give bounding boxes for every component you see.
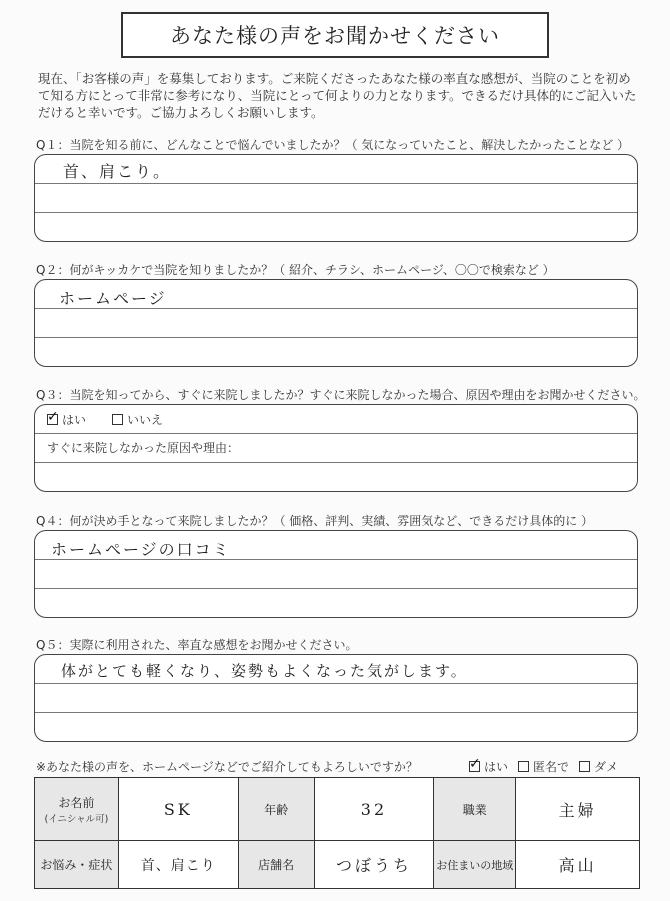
- job-label: 職業: [434, 778, 516, 841]
- name-sublabel: (イニシャル可): [44, 813, 109, 825]
- name-label: お名前: [58, 795, 95, 810]
- q3-no-label: いいえ: [127, 413, 164, 427]
- q2-question: Q２：何がキッカケで当院を知りましたか？（ 紹介、チラシ、ホームページ、〇〇で検索など ）: [36, 263, 555, 277]
- symptom-value[interactable]: 首、肩こり: [118, 841, 238, 889]
- consent-option-anonymous[interactable]: [518, 758, 569, 775]
- info-row-2: [35, 841, 640, 889]
- q3-yes-checkbox[interactable]: [47, 414, 58, 425]
- intro-text: 現在、「お客様の声」を募集しております。ご来院くださったあなた様の率直な感想が、当院のことを初めて知る方にとって非常に参考になり、当院にとって何よりの力となります。できるだけ具体的にご記入いただけると幸いです。ご協力よろしくお願いします。: [38, 71, 637, 120]
- consent-no-checkbox[interactable]: [579, 761, 590, 772]
- store-value[interactable]: つぼうち: [314, 841, 434, 889]
- q5-answer-box[interactable]: [34, 654, 638, 742]
- consent-question: ※あなた様の声を、ホームページなどでご紹介してもよろしいですか？: [36, 760, 418, 774]
- q3-rule-2: [35, 462, 637, 463]
- q3-yes-option[interactable]: [47, 411, 86, 428]
- info-row-1: [35, 778, 640, 841]
- q3-rule-1: [35, 433, 637, 434]
- store-label: 店舗名: [238, 841, 314, 889]
- q4-rule-2: [35, 588, 637, 589]
- q3-no-checkbox[interactable]: [112, 414, 123, 425]
- area-label: お住まいの地域: [434, 841, 516, 889]
- q4-question: Q４：何が決め手となって来院しましたか？（ 価格、評判、実績、雰囲気など、できるだけ具体的に ）: [36, 514, 594, 528]
- name-label-cell: [35, 778, 119, 841]
- age-label: 年齢: [238, 778, 314, 841]
- q5-rule-1: [35, 683, 637, 684]
- area-value[interactable]: 高山: [516, 841, 640, 889]
- q1-answer-box[interactable]: [34, 154, 638, 242]
- q5-rule-2: [35, 712, 637, 713]
- symptom-label: お悩み・症状: [35, 841, 119, 889]
- consent-anonymous-label: 匿名で: [533, 760, 570, 774]
- q1-rule-1: [35, 183, 637, 184]
- q2-answer: ホームページ: [59, 289, 167, 308]
- q1-rule-2: [35, 212, 637, 213]
- q5-question: Q５：実際に利用された、率直な感想をお聞かせください。: [36, 638, 358, 652]
- consent-no-label: ダメ: [594, 760, 619, 774]
- consent-yes-label: はい: [484, 760, 509, 774]
- form-title: あなた様の声をお聞かせください: [121, 12, 549, 58]
- consent-option-no[interactable]: [579, 758, 618, 775]
- consent-anonymous-checkbox[interactable]: [518, 761, 529, 772]
- q1-answer: 首、肩こり。: [63, 162, 172, 181]
- consent-yes-checkbox[interactable]: [469, 761, 480, 772]
- job-value[interactable]: 主婦: [516, 778, 640, 841]
- name-value[interactable]: SK: [118, 778, 238, 841]
- q1-question: Q１：当院を知る前に、どんなことで悩んでいましたか？（ 気になっていたこと、解決したかったことなど ）: [36, 138, 630, 152]
- q5-answer: 体がとても軽くなり、姿勢もよくなった気がします。: [61, 662, 468, 680]
- consent-options: [469, 758, 618, 775]
- consent-option-yes[interactable]: [469, 758, 508, 775]
- q3-answer-box[interactable]: [34, 404, 638, 492]
- q3-question: Q３：当院を知ってから、すぐに来院しましたか？すぐに来院しなかった場合、原因や理由をお聞かせください。: [36, 388, 646, 402]
- q4-answer: ホームページの口コミ: [51, 540, 231, 559]
- q3-reason-label: すぐに来院しなかった原因や理由：: [47, 441, 240, 455]
- q2-answer-box[interactable]: [34, 279, 638, 367]
- q3-yes-label: はい: [62, 413, 87, 427]
- customer-info-table: [34, 777, 640, 889]
- q3-choice-group: [47, 411, 163, 428]
- q4-answer-box[interactable]: [34, 530, 638, 618]
- age-value[interactable]: 32: [314, 778, 434, 841]
- q3-no-option[interactable]: [112, 411, 163, 428]
- q2-rule-2: [35, 337, 637, 338]
